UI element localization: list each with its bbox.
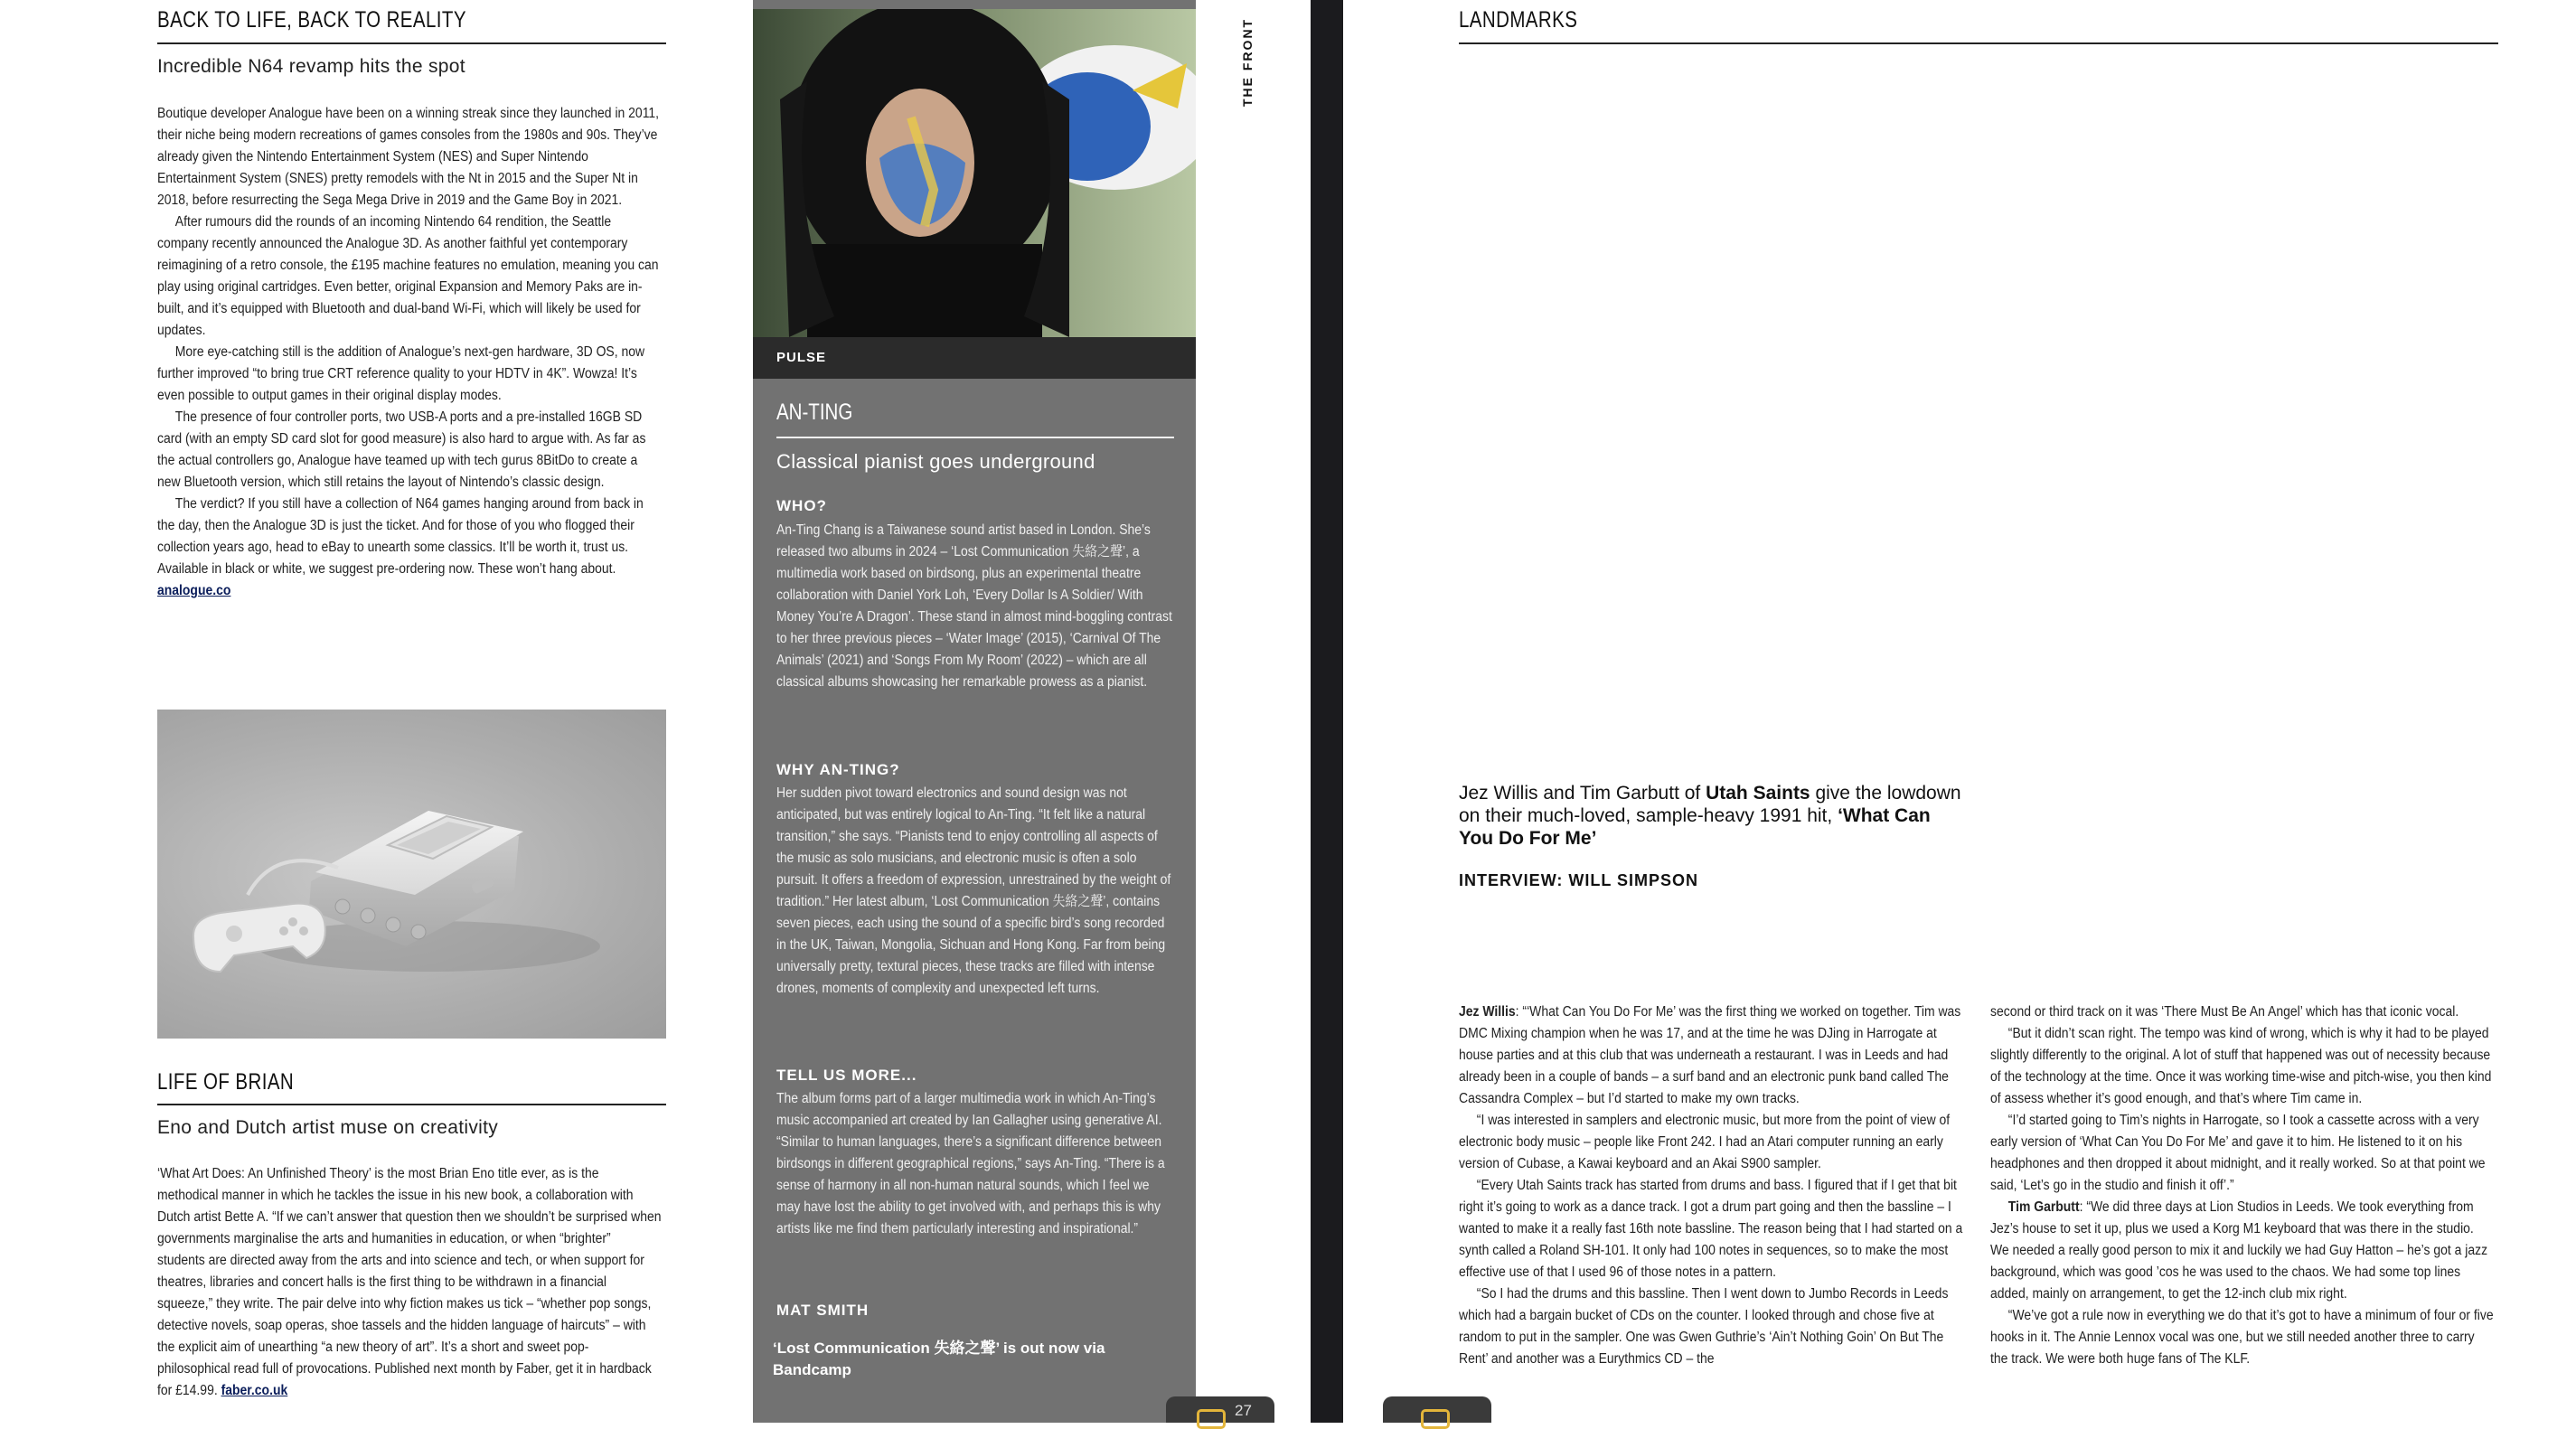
paragraph: [157, 494, 662, 602]
console-illustration: [157, 710, 666, 1039]
paragraph: “We’ve got a rule now in everything we do that it’s got to have a minimum of four or five hooks in it. The Annie Lennox vocal was one, but we still needed another three to carry the track. We were both huge fans of The KLF.: [1990, 1308, 2494, 1367]
speaker-name: Tim Garbutt: [2007, 1199, 2080, 1215]
answer-who: An-Ting Chang is a Taiwanese sound artist based in London. She’s released two albums in 2024 – ‘Lost Communication 失絡之聲’, a multimedia work based on birdsong, plus an experimental theatre collaboration with Daniel York Loh, ‘Every Dollar Is A Soldier/ With Money You’re A Dragon’. These stand in almost mind-boggling contrast to her three previous pieces – ‘Water Image’ (2015), ‘Carnival Of The Animals’ (2021) and ‘Songs From My Room’ (2022) – which are all classical albums showcasing her remarkable prowess as a pianist.: [776, 522, 1172, 690]
paragraph: Boutique developer Analogue have been on a winning streak since they launched in 2011, their niche being modern recreations of games consoles from the 1980s and 90s. They’ve already given the Nintendo Entertainment System (NES) and Super Nintendo Entertainment System (SNES) pretty remodels with the Nt in 2015 and the Super Nt in 2018, before resurrecting the Sega Mega Drive in 2019 and the Game Boy in 2021.: [157, 106, 660, 208]
interview-intro: [1459, 782, 1965, 850]
paragraph-text: ‘What Art Does: An Unfinished Theory’ is the most Brian Eno title ever, as is the methodical manner in which he tackles the issue in his new book, a collaboration with Dutch artist Bette A. “If we can’t answer that question then we shouldn’t be surprised when governments marginalise the arts and humanities in education, or when “brighter” students are directed away from the arts and into science and tech, or when support for theatres, libraries and concert halls is the first thing to be withdrawn in a financial squeeze,” they write. The pair delve into why fiction makes us tick – “whether pop songs, detective novels, soap operas, shoe tassels and the hidden language of haircuts” – with the explicit aim of unearthing “a new theory of art”. It’s a short and sweet pop-philosophical read full of provocations. Published next month by Faber, get it in hardback for £14.99.: [157, 1166, 662, 1398]
paragraph-text: : “We did three days at Lion Studios in Leeds. We took everything from Jez’s house to set it up, plus we used a Korg M1 keyboard that was there in the studio. We needed a really good person to mix it and luckily we had Guy Hatton – he’s got a jazz background, which was good ’cos he was used to the chaos. We had some top lines added, mainly on arrangement, to get the 12-inch club mix right.: [1990, 1199, 2488, 1302]
paragraph-text: The verdict? If you still have a collection of N64 games hanging around from back in the day, then the Analogue 3D is just the ticket. And for those of you who flogged their collection years ago, head to eBay to unearth some classics. It’ll be worth it, trust us. Available in black or white, we suggest pre-ordering now. These won’t hang about.: [157, 496, 644, 577]
section-rule: [157, 42, 666, 44]
paragraph: “But it didn’t scan right. The tempo was kind of wrong, which is why it had to be played slightly differently to the original. A lot of stuff that happened was out of necessity because of the technology at the time. Once it was working time-wise and pitch-wise, you then kind of assess whether it’s good enough, and that’s where Tim came in.: [1990, 1026, 2492, 1106]
intro-text: Jez Willis and Tim Garbutt of: [1459, 783, 1706, 804]
interview-byline: INTERVIEW: WILL SIMPSON: [1459, 871, 1699, 889]
paragraph: [157, 1163, 662, 1402]
page-spine: [1311, 0, 1343, 1423]
interview-column-2: [1990, 1001, 2495, 1370]
author-credit: MAT SMITH: [776, 1302, 870, 1319]
paragraph: [1459, 1001, 1966, 1110]
folder-icon: [1197, 1409, 1226, 1429]
grey-rule: [776, 437, 1174, 438]
page-tab[interactable]: [1166, 1396, 1274, 1423]
analogue-link[interactable]: analogue.co: [157, 583, 231, 598]
paragraph: “I was interested in samplers and electronic music, but more from the point of view of electronic body music – people like Front 242. I had an Atari computer running an early version of Cubase, a Kawai keyboard and an Akai S900 sampler.: [1459, 1113, 1951, 1171]
paragraph: second or third track on it was ‘There Must Be An Angel’ which has that iconic vocal.: [1990, 1004, 2459, 1020]
an-ting-subheading: Classical pianist goes underground: [776, 450, 1095, 473]
interview-column-1: [1459, 1001, 1966, 1370]
paragraph: “Every Utah Saints track has started from drums and bass. I figured that if I get that bit right it’s going to work as a dance track. I got a drum part going and then the bassline – I wanted to make it a really fast 16th note bassline. The reason being that I had started on a synth called a Roland SH-101. It only had 100 notes in sequences, so to make the most effective use of that I used 96 of those notes in a pattern.: [1459, 1178, 1963, 1280]
question-why: WHY AN-TING?: [776, 761, 900, 778]
paragraph: More eye-catching still is the addition of Analogue’s next-gen hardware, 3D OS, now further improved “to bring true CRT reference quality to your HDTV in 4K”. Wowza! It’s even possible to output games in their original display modes.: [157, 344, 645, 403]
article-eno-body: [157, 1163, 662, 1402]
answer-why: Her sudden pivot toward electronics and sound design was not anticipated, but was entirely logical to An-Ting. “It felt like a natural transition,” she says. “Pianists tend to enjoy controlling all aspects of the music as solo musicians, and electronic music is often a solo pursuit. It offers a freedom of expression, unrestrained by the weight of tradition.” Her latest album, ‘Lost Communication 失絡之聲’, contains seven pieces, each using the sound of a specific bird’s song recorded in the UK, Taiwan, Mongolia, Sichuan and Hong Kong. Far from being universally pretty, textural pieces, these tracks are filled with intense drones, moments of complexity and unexpected left turns.: [776, 785, 1171, 996]
intro-text: give the lowdown on their much-loved, sample-heavy 1991 hit,: [1459, 783, 1961, 826]
article-n64-body: [157, 103, 662, 602]
paragraph: [1990, 1197, 2495, 1305]
section-heading-life-of-brian: LIFE OF BRIAN: [157, 1069, 295, 1095]
an-ting-portrait-photo: [753, 9, 1196, 337]
question-who: WHO?: [776, 497, 827, 514]
page-number: 27: [1235, 1402, 1252, 1419]
paragraph-text: : “‘What Can You Do For Me’ was the first thing we worked on together. Tim was DMC Mixing champion when he was 17, and at the time he was DJing in Harrogate at house parties and at this club that was underneath a restaurant. I was in Leeds and had already been in a couple of bands – a surf band and an electronic punk band called The Cassandra Complex – but I’d started to make my own tracks.: [1459, 1004, 1961, 1106]
answer-tell-us-more: The album forms part of a larger multimedia work in which An-Ting’s music accompanied art created by Ian Gallagher using generative AI. “Similar to human languages, there’s a significant difference between birdsongs in different geographical regions,” says An-Ting. “There is a sense of harmony in all non-human natural sounds, which I feel we may have lost the ability to get involved with, and perhaps this is why artists like me find them particularly interesting and inspirational.”: [776, 1091, 1165, 1236]
folder-icon: [1421, 1409, 1450, 1429]
section-label-the-front: THE FRONT: [1240, 17, 1255, 107]
page-tab[interactable]: [1383, 1396, 1491, 1423]
section-heading-back-to-life: BACK TO LIFE, BACK TO REALITY: [157, 7, 466, 33]
release-note: ‘Lost Communication 失絡之聲’ is out now via Bandcamp: [773, 1340, 1105, 1378]
question-tell-us-more: TELL US MORE...: [776, 1067, 917, 1084]
portrait-illustration: [753, 9, 1196, 337]
band-name: Utah Saints: [1706, 783, 1810, 804]
pulse-label: PULSE: [776, 350, 827, 365]
paragraph: “I’d started going to Tim’s nights in Harrogate, so I took a cassette across with a very early version of ‘What Can You Do For Me’ and gave it to him. He listened to it on his headphones and then dropped it about midnight, and it really worked. So at that point we said, ‘Let’s go in the studio and finish it off’.”: [1990, 1113, 2486, 1193]
paragraph: The presence of four controller ports, two USB-A ports and a pre-installed 16GB SD card (with an empty SD card slot for good measure) is also hard to argue with. As far as the actual controllers go, Analogue have teamed up with tech gurus 8BitDo to create a new Bluetooth version, which still retains the layout of Nintendo’s classic design.: [157, 409, 646, 490]
landmarks-heading: LANDMARKS: [1459, 7, 1578, 33]
paragraph: After rumours did the rounds of an incoming Nintendo 64 rendition, the Seattle company recently announced the Analogue 3D. As another faithful yet contemporary reimagining of a retro console, the £195 machine features no emulation, meaning you can play using original cartridges. Even better, original Expansion and Memory Paks are in-built, and it’s equipped with Bluetooth and dual-band Wi-Fi, which will likely be used for updates.: [157, 214, 659, 338]
console-photo: [157, 710, 666, 1039]
song-title: ‘What Can You Do For Me’: [1459, 805, 1931, 849]
an-ting-heading: AN-TING: [776, 400, 853, 425]
section-subheading: Eno and Dutch artist muse on creativity: [157, 1117, 499, 1138]
section-rule: [157, 1104, 666, 1105]
faber-link[interactable]: faber.co.uk: [221, 1383, 288, 1398]
landmarks-rule: [1459, 42, 2498, 44]
paragraph: “So I had the drums and this bassline. Then I went down to Jumbo Records in Leeds which had a bargain bucket of CDs on the counter. I looked through and chose five at random to put in the sampler. One was Gwen Guthrie’s ‘Ain’t Nothing Goin’ On But The Rent’ and another was a Eurythmics CD – the: [1459, 1286, 1949, 1367]
speaker-name: Jez Willis: [1459, 1004, 1516, 1020]
pulse-label-bar: [753, 337, 1196, 379]
section-subheading: Incredible N64 revamp hits the spot: [157, 56, 465, 77]
